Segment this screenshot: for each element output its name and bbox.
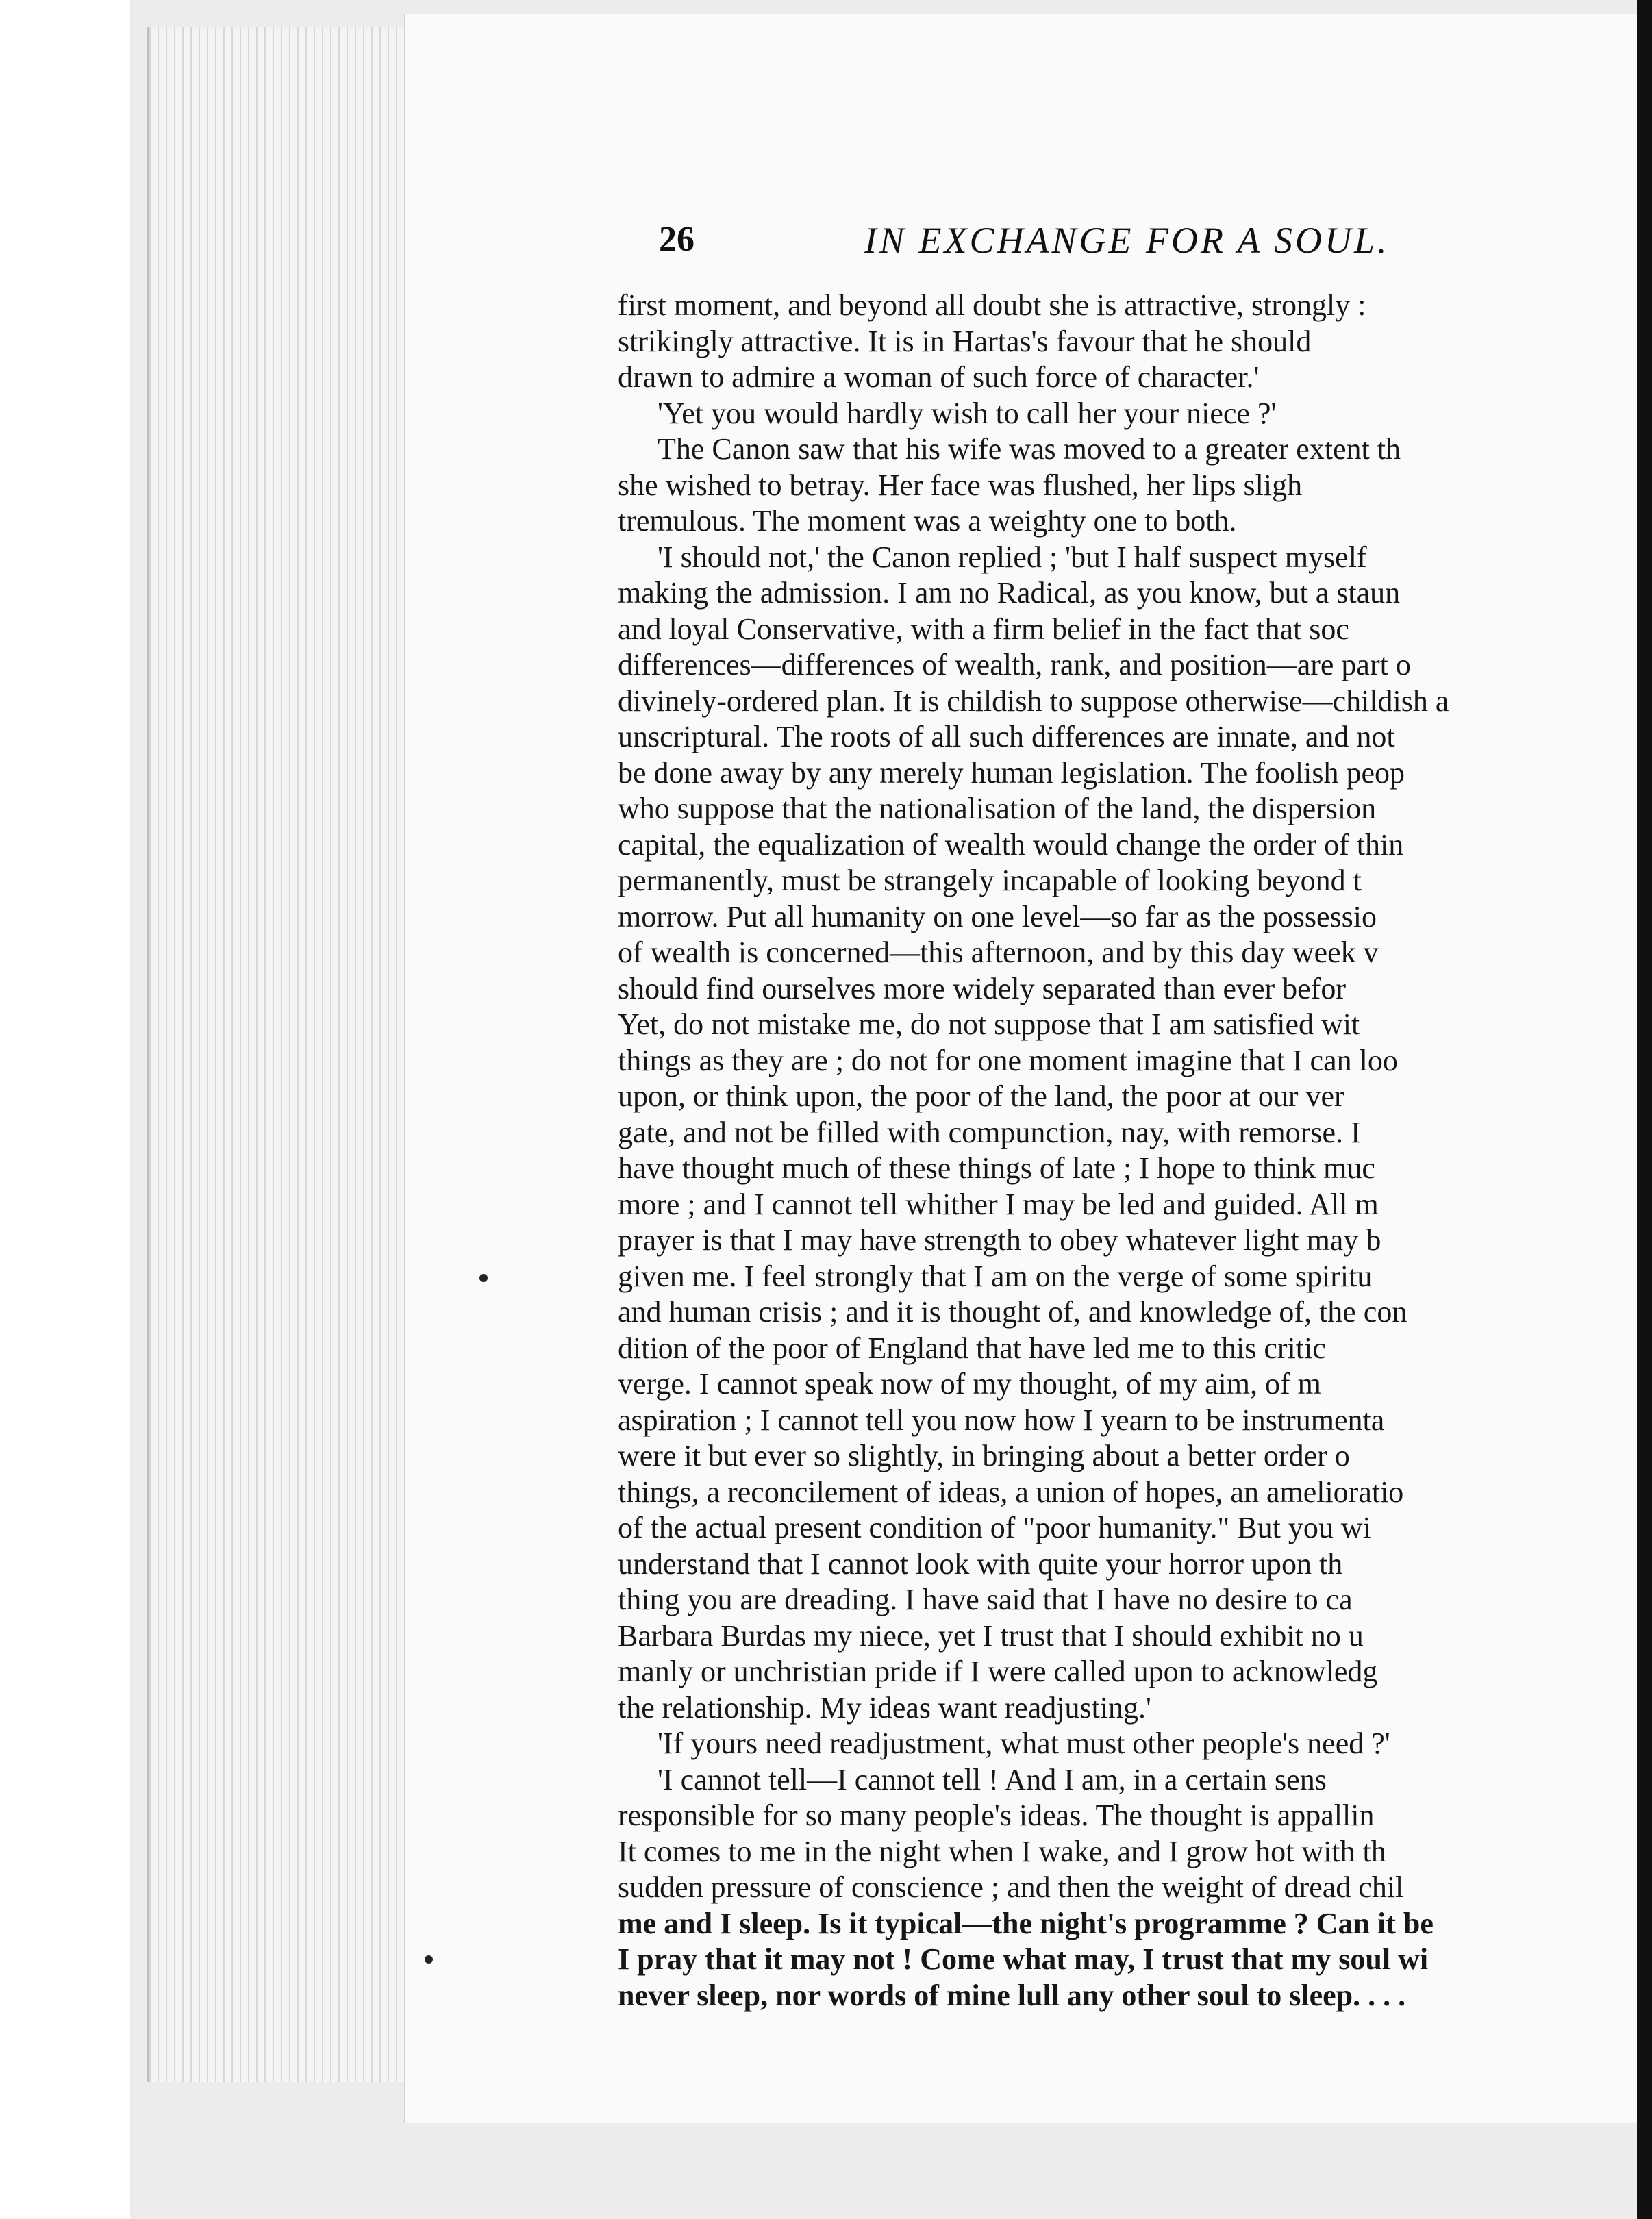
text-line: the relationship. My ideas want readjusting.'	[618, 1690, 1151, 1725]
text-line: prayer is that I may have strength to obey whatever light may b	[618, 1223, 1381, 1257]
page-header	[659, 219, 1652, 281]
text-line: 'I cannot tell—I cannot tell ! And I am, in a certain sens	[658, 1762, 1327, 1796]
text-line: permanently, must be strangely incapable of looking beyond t	[618, 864, 1362, 897]
text-line: upon, or think upon, the poor of the land, the poor at our ver	[618, 1079, 1344, 1113]
margin-dot	[479, 1274, 488, 1282]
text-line: capital, the equalization of wealth would change the order of thin	[618, 827, 1404, 862]
text-line: responsible for so many people's ideas. The thought is appallin	[618, 1798, 1375, 1832]
text-line: given me. I feel strongly that I am on the verge of some spiritu	[618, 1259, 1373, 1293]
text-line: tremulous. The moment was a weighty one to both.	[618, 504, 1237, 538]
text-line: drawn to admire a woman of such force of character.'	[618, 360, 1260, 394]
text-line: 'Yet you would hardly wish to call her your niece ?'	[658, 396, 1277, 430]
text-line: verge. I cannot speak now of my thought, of my aim, of m	[618, 1367, 1321, 1401]
text-line: thing you are dreading. I have said that I have no desire to ca	[618, 1583, 1353, 1616]
text-line: making the admission. I am no Radical, as you know, but a staun	[618, 576, 1401, 610]
text-line: understand that I cannot look with quite your horror upon th	[618, 1546, 1343, 1581]
text-line: 'If yours need readjustment, what must other people's need ?'	[658, 1727, 1390, 1760]
text-line: gate, and not be filled with compunction, nay, with remorse. I	[618, 1115, 1361, 1149]
text-line: unscriptural. The roots of all such differences are innate, and not	[618, 720, 1395, 753]
text-line: of wealth is concerned—this afternoon, and by this day week v	[618, 936, 1379, 969]
scan-edge	[1637, 0, 1652, 2219]
running-title: IN EXCHANGE FOR A SOUL.	[864, 220, 1390, 261]
book-page	[404, 14, 1652, 2123]
margin-dot	[425, 1955, 433, 1964]
text-line: should find ourselves more widely separated than ever befor	[618, 971, 1346, 1005]
text-line: never sleep, nor words of mine lull any other soul to sleep. . . .	[618, 1978, 1406, 2012]
text-line: manly or unchristian pride if I were called upon to acknowledg	[618, 1655, 1378, 1688]
text-line: strikingly attractive. It is in Hartas's favour that he should	[618, 324, 1312, 358]
text-line: It comes to me in the night when I wake, and I grow hot with th	[618, 1834, 1386, 1868]
text-line: she wished to betray. Her face was flushed, her lips sligh	[618, 468, 1303, 502]
text-line: divinely-ordered plan. It is childish to suppose otherwise—childish a	[618, 684, 1449, 718]
text-line: first moment, and beyond all doubt she is attractive, strongly :	[618, 288, 1366, 322]
text-line: have thought much of these things of late ; I hope to think muc	[618, 1151, 1375, 1185]
text-line: be done away by any merely human legislation. The foolish peop	[618, 755, 1405, 790]
text-line: 'I should not,' the Canon replied ; 'but I half suspect myself	[658, 540, 1367, 574]
text-line: differences—differences of wealth, rank, and position—are part o	[618, 648, 1411, 681]
scan-margin	[0, 0, 130, 2219]
text-line: Yet, do not mistake me, do not suppose that I am satisfied wit	[618, 1007, 1360, 1041]
page-edges	[147, 27, 410, 2082]
text-line: and loyal Conservative, with a firm belief in the fact that soc	[618, 612, 1349, 646]
text-line: things, a reconcilement of ideas, a union of hopes, an amelioratio	[618, 1475, 1404, 1509]
text-line: of the actual present condition of "poor humanity." But you wi	[618, 1511, 1371, 1544]
text-line: were it but ever so slightly, in bringing about a better order o	[618, 1439, 1350, 1472]
text-line: and human crisis ; and it is thought of, and knowledge of, the con	[618, 1295, 1407, 1329]
text-line: I pray that it may not ! Come what may, I trust that my soul wi	[618, 1942, 1429, 1976]
page-number: 26	[659, 220, 694, 259]
text-line: morrow. Put all humanity on one level—so far as the possessio	[618, 899, 1377, 933]
text-line: who suppose that the nationalisation of the land, the dispersion	[618, 792, 1377, 825]
body-text	[618, 288, 1645, 2041]
text-line: things as they are ; do not for one moment imagine that I can loo	[618, 1043, 1398, 1077]
text-line: sudden pressure of conscience ; and then the weight of dread chil	[618, 1870, 1404, 1904]
text-line: aspiration ; I cannot tell you now how I yearn to be instrumenta	[618, 1403, 1385, 1437]
text-line: dition of the poor of England that have led me to this critic	[618, 1331, 1326, 1365]
text-line: more ; and I cannot tell whither I may be led and guided. All m	[618, 1187, 1379, 1221]
text-line: Barbara Burdas my niece, yet I trust that I should exhibit no u	[618, 1618, 1364, 1653]
text-line: The Canon saw that his wife was moved to a greater extent th	[658, 432, 1401, 466]
text-line: me and I sleep. Is it typical—the night's programme ? Can it be	[618, 1906, 1434, 1940]
